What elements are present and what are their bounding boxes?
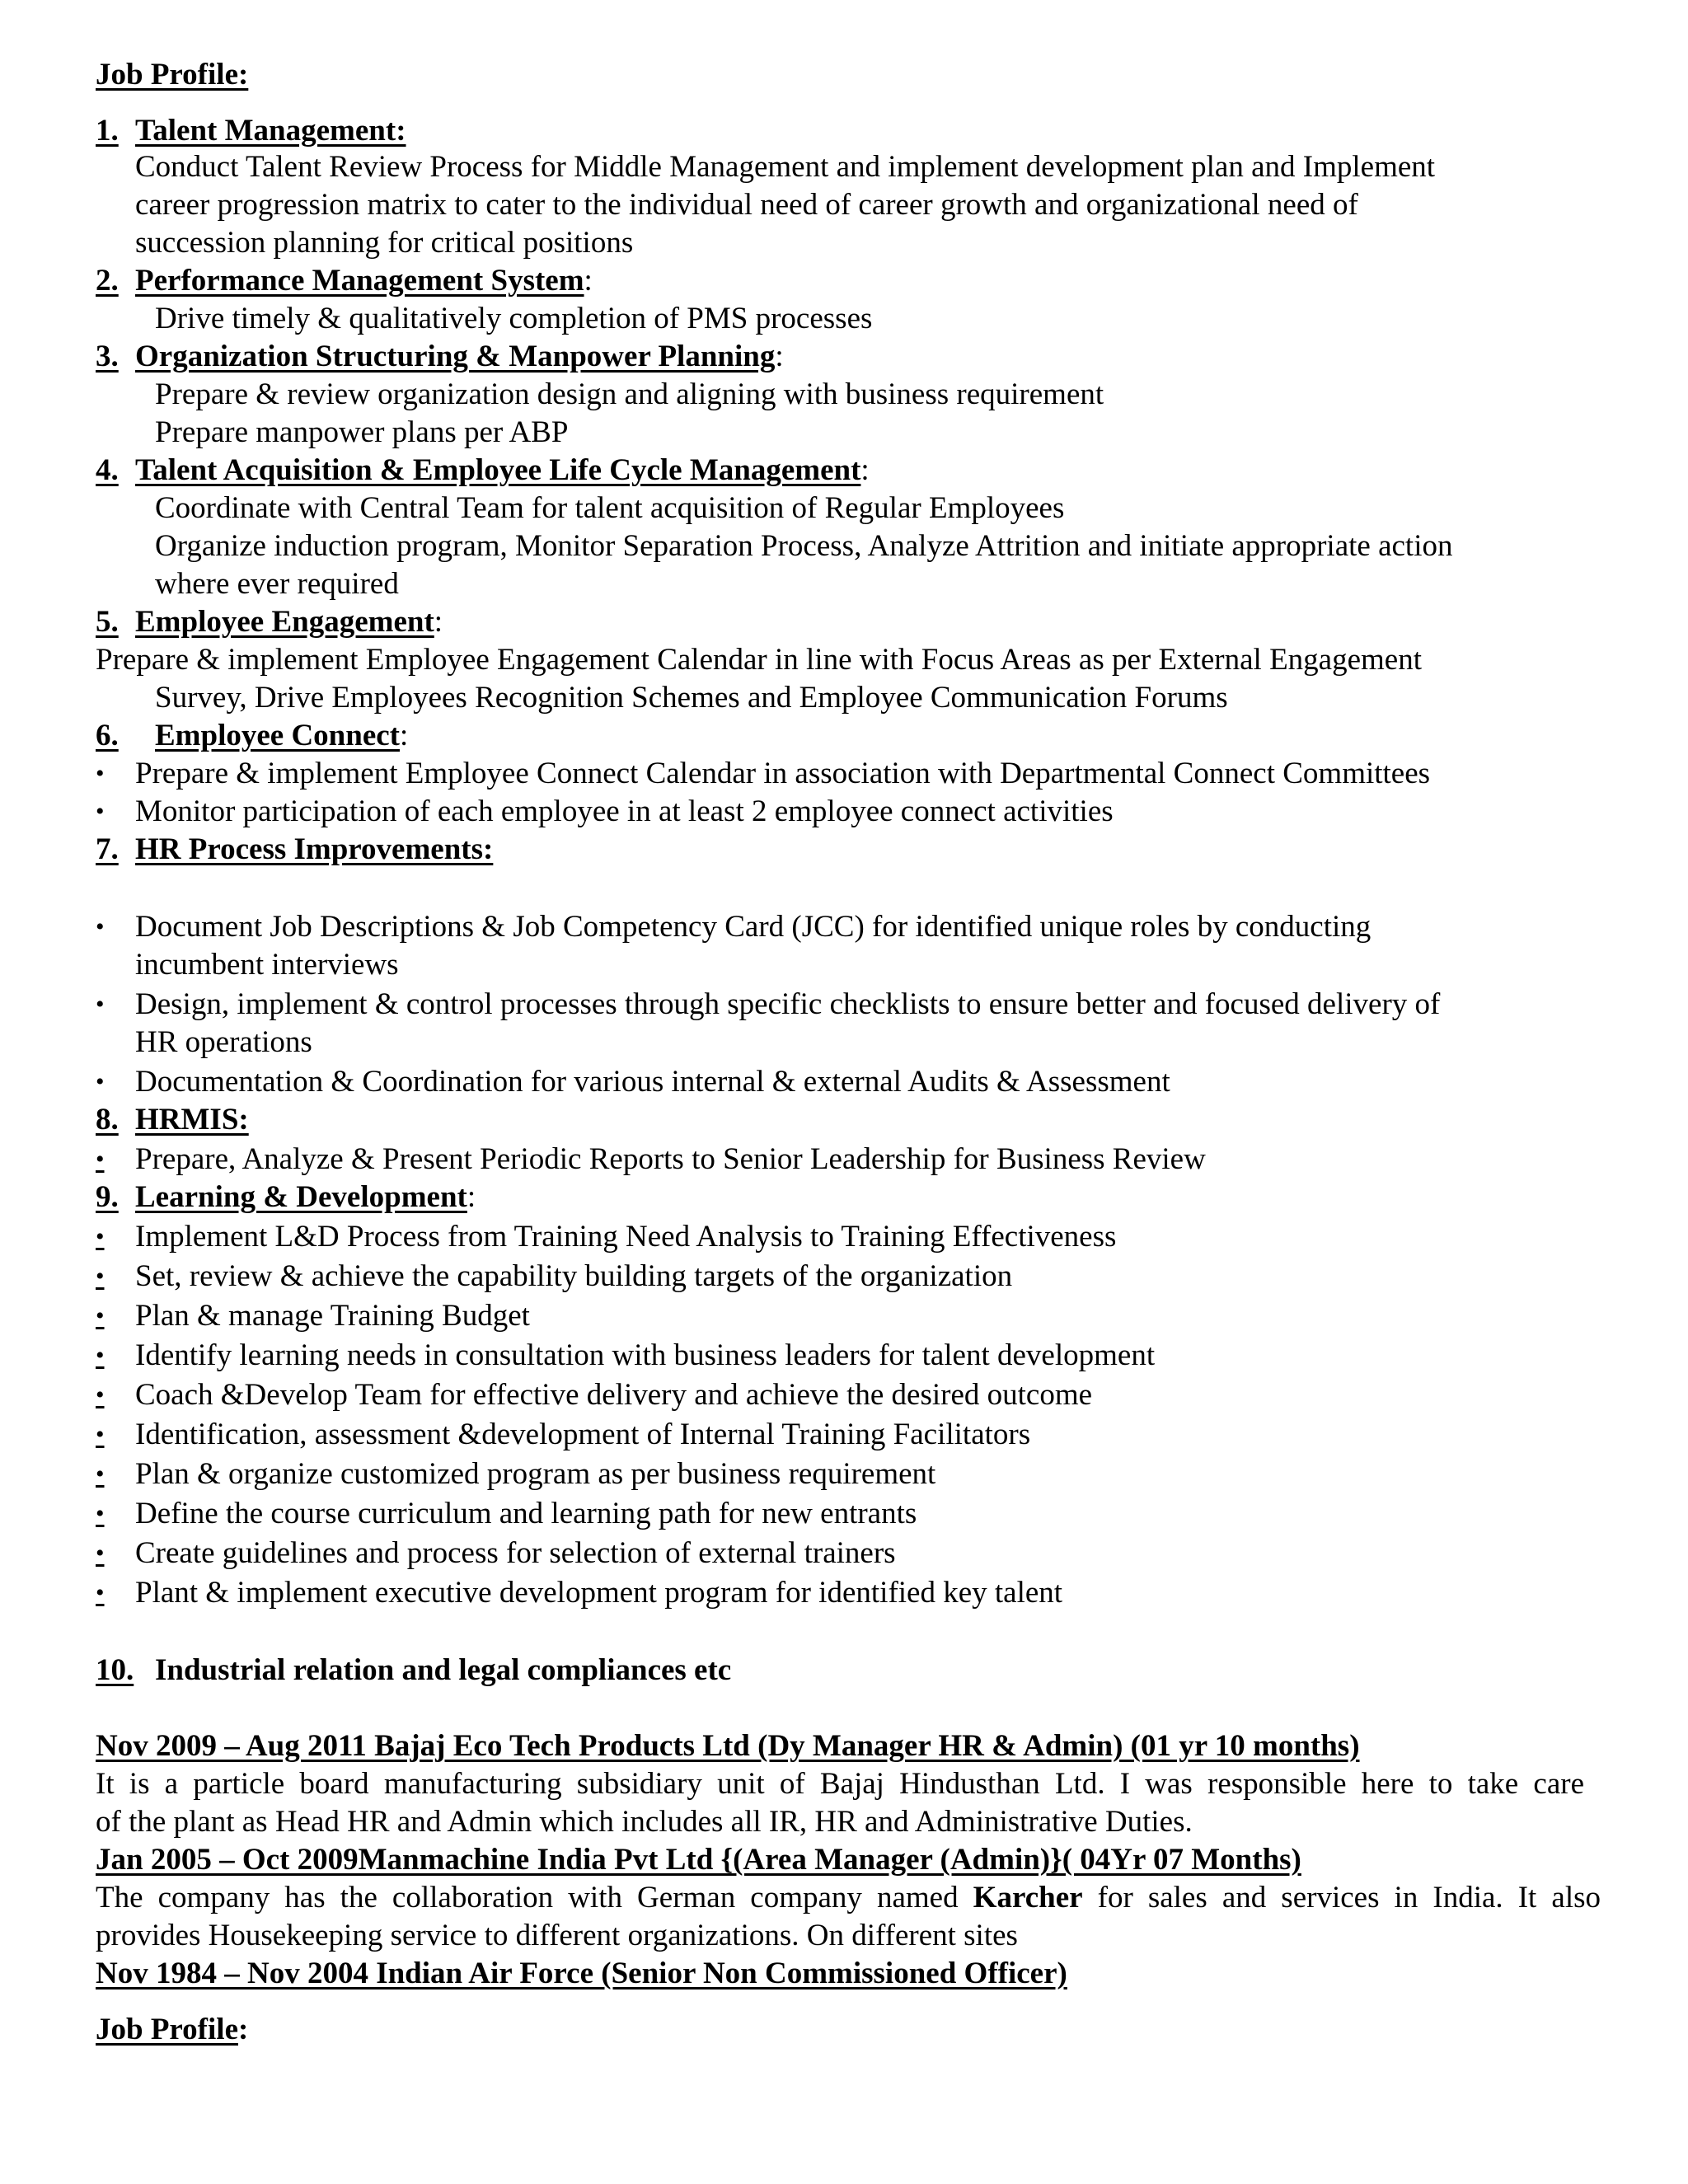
section-9-title: Learning & Development (135, 1180, 467, 1214)
employment-description-line: of the plant as Head HR and Admin which includes all IR, HR and Administrative Duties. (96, 1805, 1193, 1839)
section-9-colon: : (467, 1180, 476, 1214)
section-1-title: Talent Management: (135, 114, 406, 148)
bullet-icon: • (96, 1263, 105, 1290)
section-2-line: Drive timely & qualitatively completion of PMS processes (155, 302, 873, 335)
employment-description-line: provides Housekeeping service to different organizations. On different sites (96, 1919, 1018, 1952)
employment-company-name: Karcher (973, 1881, 1083, 1915)
bullet-text: Define the course curriculum and learning path for new entrants (135, 1497, 917, 1530)
section-3-line: Prepare & review organization design and aligning with business requirement (155, 377, 1104, 411)
section-8-title: HRMIS: (135, 1103, 249, 1137)
section-4-line: where ever required (155, 567, 399, 601)
bullet-text-continued: HR operations (135, 1025, 312, 1059)
job-profile-heading: Job Profile: (96, 58, 249, 91)
section-5-line: Prepare & implement Employee Engagement Calendar in line with Focus Areas as per External Engagement (96, 643, 1422, 677)
section-3-number: 3. (96, 340, 119, 373)
employment-text: The company has the collaboration with German company named (96, 1881, 973, 1915)
job-profile-heading-2 (96, 2011, 248, 2049)
employment-text: for sales and services in India. It also (1082, 1881, 1601, 1915)
employment-description-line (96, 1879, 1601, 1917)
employment-heading: Nov 1984 – Nov 2004 Indian Air Force (Senior Non Commissioned Officer) (96, 1957, 1067, 1990)
job-profile-heading-2-colon: : (238, 2013, 249, 2046)
section-2-number: 2. (96, 264, 119, 298)
section-3-title: Organization Structuring & Manpower Planning (135, 340, 776, 373)
bullet-text: Identification, assessment &development of Internal Training Facilitators (135, 1418, 1031, 1451)
bullet-text: Implement L&D Process from Training Need Analysis to Training Effectiveness (135, 1220, 1117, 1254)
bullet-icon: • (96, 913, 105, 940)
bullet-icon: • (96, 760, 105, 787)
section-5-title: Employee Engagement (135, 605, 434, 639)
bullet-icon: • (96, 1223, 105, 1250)
section-1-number: 1. (96, 114, 119, 148)
bullet-text: Documentation & Coordination for various internal & external Audits & Assessment (135, 1065, 1170, 1099)
bullet-text: Document Job Descriptions & Job Competency Card (JCC) for identified unique roles by conducting (135, 910, 1372, 944)
section-10-number: 10. (96, 1653, 134, 1687)
employment-heading: Jan 2005 – Oct 2009Manmachine India Pvt Ltd {(Area Manager (Admin)}( 04Yr 07 Months) (96, 1843, 1301, 1877)
bullet-icon: • (96, 1460, 105, 1488)
bullet-text: Create guidelines and process for selection of external trainers (135, 1536, 896, 1570)
section-6-colon: : (400, 719, 409, 752)
section-4-line: Coordinate with Central Team for talent acquisition of Regular Employees (155, 491, 1065, 525)
bullet-icon: • (96, 1068, 105, 1095)
section-4-colon: : (860, 453, 870, 487)
section-6-title: Employee Connect (155, 719, 400, 752)
bullet-text: Plant & implement executive development program for identified key talent (135, 1576, 1063, 1610)
bullet-text-continued: incumbent interviews (135, 948, 399, 982)
section-3-line: Prepare manpower plans per ABP (155, 415, 569, 449)
section-2-colon: : (584, 264, 593, 298)
section-1-line: succession planning for critical positions (135, 226, 634, 260)
bullet-text: Prepare & implement Employee Connect Calendar in association with Departmental Connect Committees (135, 757, 1431, 790)
section-6-number: 6. (96, 719, 119, 752)
bullet-icon: • (96, 1500, 105, 1527)
section-9-number: 9. (96, 1180, 119, 1214)
section-5-line: Survey, Drive Employees Recognition Schemes and Employee Communication Forums (155, 681, 1228, 715)
bullet-icon: • (96, 1146, 105, 1173)
section-10-title: Industrial relation and legal compliances etc (155, 1653, 732, 1687)
section-4-line: Organize induction program, Monitor Separation Process, Analyze Attrition and initiate appropriate action (155, 529, 1453, 563)
section-4-number: 4. (96, 453, 119, 487)
bullet-icon: • (96, 798, 105, 825)
bullet-text: Plan & organize customized program as per business requirement (135, 1457, 936, 1491)
bullet-text: Identify learning needs in consultation with business leaders for talent development (135, 1338, 1156, 1372)
bullet-icon: • (96, 1579, 105, 1606)
bullet-icon: • (96, 1342, 105, 1369)
section-5-number: 5. (96, 605, 119, 639)
bullet-text: Set, review & achieve the capability building targets of the organization (135, 1259, 1013, 1293)
section-4-title: Talent Acquisition & Employee Life Cycle Management (135, 453, 861, 487)
bullet-text: Design, implement & control processes through specific checklists to ensure better and focused delivery of (135, 987, 1441, 1021)
bullet-text: Coach &Develop Team for effective delivery and achieve the desired outcome (135, 1378, 1093, 1412)
employment-heading: Nov 2009 – Aug 2011 Bajaj Eco Tech Products Ltd (Dy Manager HR & Admin) (01 yr 10 months) (96, 1729, 1360, 1763)
bullet-icon: • (96, 1421, 105, 1448)
bullet-icon: • (96, 991, 105, 1018)
employment-description-line: It is a particle board manufacturing subsidiary unit of Bajaj Hindusthan Ltd. I was responsible here to take care (96, 1767, 1584, 1801)
section-8-number: 8. (96, 1103, 119, 1137)
bullet-text: Plan & manage Training Budget (135, 1299, 530, 1333)
section-7-title: HR Process Improvements: (135, 832, 494, 866)
section-1-line: Conduct Talent Review Process for Middle Management and implement development plan and Implement (135, 150, 1436, 184)
section-2-title: Performance Management System (135, 264, 584, 298)
section-5-colon: : (434, 605, 443, 639)
job-profile-heading-2-text: Job Profile (96, 2013, 238, 2046)
section-1-line: career progression matrix to cater to the individual need of career growth and organizational need of (135, 188, 1358, 222)
section-7-number: 7. (96, 832, 119, 866)
section-3-colon: : (775, 340, 784, 373)
bullet-icon: • (96, 1302, 105, 1329)
bullet-icon: • (96, 1540, 105, 1567)
bullet-text: Monitor participation of each employee in at least 2 employee connect activities (135, 794, 1114, 828)
bullet-text: Prepare, Analyze & Present Periodic Reports to Senior Leadership for Business Review (135, 1142, 1206, 1176)
bullet-icon: • (96, 1381, 105, 1408)
